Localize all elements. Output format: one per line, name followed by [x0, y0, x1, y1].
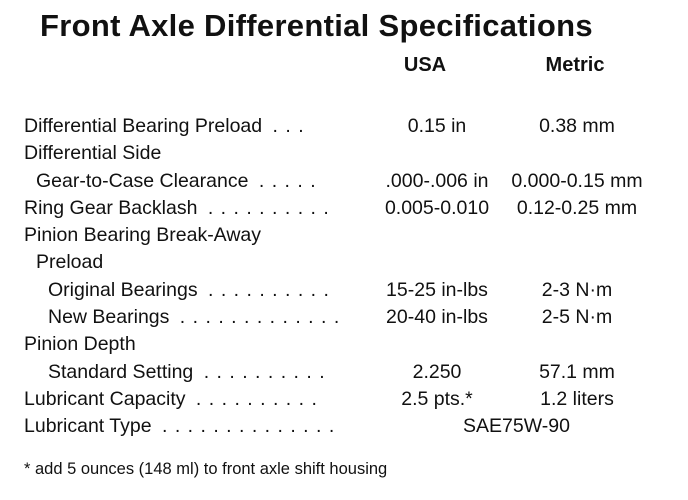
spec-row [24, 168, 664, 195]
spec-value-metric: 57.1 mm [539, 360, 615, 383]
spec-label [48, 359, 364, 386]
leader-dots: . . . . . [252, 169, 317, 192]
leader-dots: . . . . . . . . . . . . . . [155, 415, 336, 438]
spec-label-text: Lubricant Capacity [24, 388, 190, 410]
spec-row [24, 222, 664, 249]
spec-label-text: Standard Setting [48, 361, 197, 383]
spec-label-text: Pinion Bearing Break-Away [24, 224, 265, 246]
footnote: * add 5 ounces (148 ml) to front axle shift housing [24, 460, 388, 478]
spec-value-metric: 0.000-0.15 mm [511, 169, 643, 192]
spec-value-metric: 0.38 mm [539, 115, 615, 137]
leader-dots: . . . . . . . . . . . . . [173, 306, 341, 329]
spec-label-text: Pinion Depth [24, 333, 140, 355]
spec-value-usa: 20-40 in-lbs [386, 306, 488, 329]
column-header-usa: USA [403, 54, 447, 76]
spec-label-text: Lubricant Type [24, 415, 156, 437]
spec-value-usa: 2.5 pts.* [401, 387, 473, 410]
spec-label-text: Differential Side [24, 142, 165, 164]
spec-row [24, 195, 664, 222]
spec-value-metric: 0.12-0.25 mm [516, 196, 638, 219]
spec-label [24, 331, 364, 358]
spec-label-text: Original Bearings [48, 279, 202, 301]
spec-row [24, 386, 664, 413]
spec-label-text: Differential Bearing Preload [24, 115, 266, 137]
page-title: Front Axle Differential Specifications [40, 8, 593, 43]
spec-value-combined: SAE75W-90 [463, 415, 570, 438]
spec-value-usa: 15-25 in-lbs [386, 278, 488, 301]
spec-value-metric: 2-3 N·m [541, 278, 613, 301]
spec-row [24, 277, 664, 304]
spec-row [24, 113, 664, 140]
spec-label [24, 140, 364, 167]
spec-value-usa: 2.250 [412, 360, 462, 383]
spec-label [48, 277, 364, 304]
leader-dots: . . . . . . . . . . [189, 387, 318, 410]
spec-label [24, 413, 364, 440]
spec-table [24, 113, 664, 441]
spec-label [24, 113, 364, 140]
spec-value-usa: .000-.006 in [385, 169, 489, 192]
leader-dots: . . . . . . . . . . [201, 278, 330, 301]
leader-dots: . . . . . . . . . . [201, 196, 330, 219]
spec-value-metric: 2-5 N·m [541, 306, 613, 329]
spec-label-text: Preload [36, 251, 107, 273]
spec-row [24, 359, 664, 386]
spec-value-usa: 0.15 in [407, 115, 467, 137]
spec-label [36, 249, 364, 276]
spec-label [48, 304, 364, 331]
leader-dots: . . . [266, 115, 305, 137]
spec-label [24, 195, 364, 222]
spec-label [36, 168, 364, 195]
spec-row [24, 331, 664, 358]
spec-value-usa: 0.005-0.010 [384, 196, 490, 219]
spec-label-text: Gear-to-Case Clearance [36, 170, 252, 192]
leader-dots: . . . . . . . . . . [197, 360, 326, 383]
spec-row [24, 140, 664, 167]
spec-value-metric: 1.2 liters [540, 387, 614, 410]
spec-label [24, 222, 364, 249]
spec-label-text: Ring Gear Backlash [24, 197, 201, 219]
spec-label [24, 386, 364, 413]
spec-row [24, 413, 664, 440]
column-header-metric: Metric [545, 54, 605, 76]
spec-label-text: New Bearings [48, 306, 173, 328]
spec-row [24, 304, 664, 331]
spec-row [24, 249, 664, 276]
